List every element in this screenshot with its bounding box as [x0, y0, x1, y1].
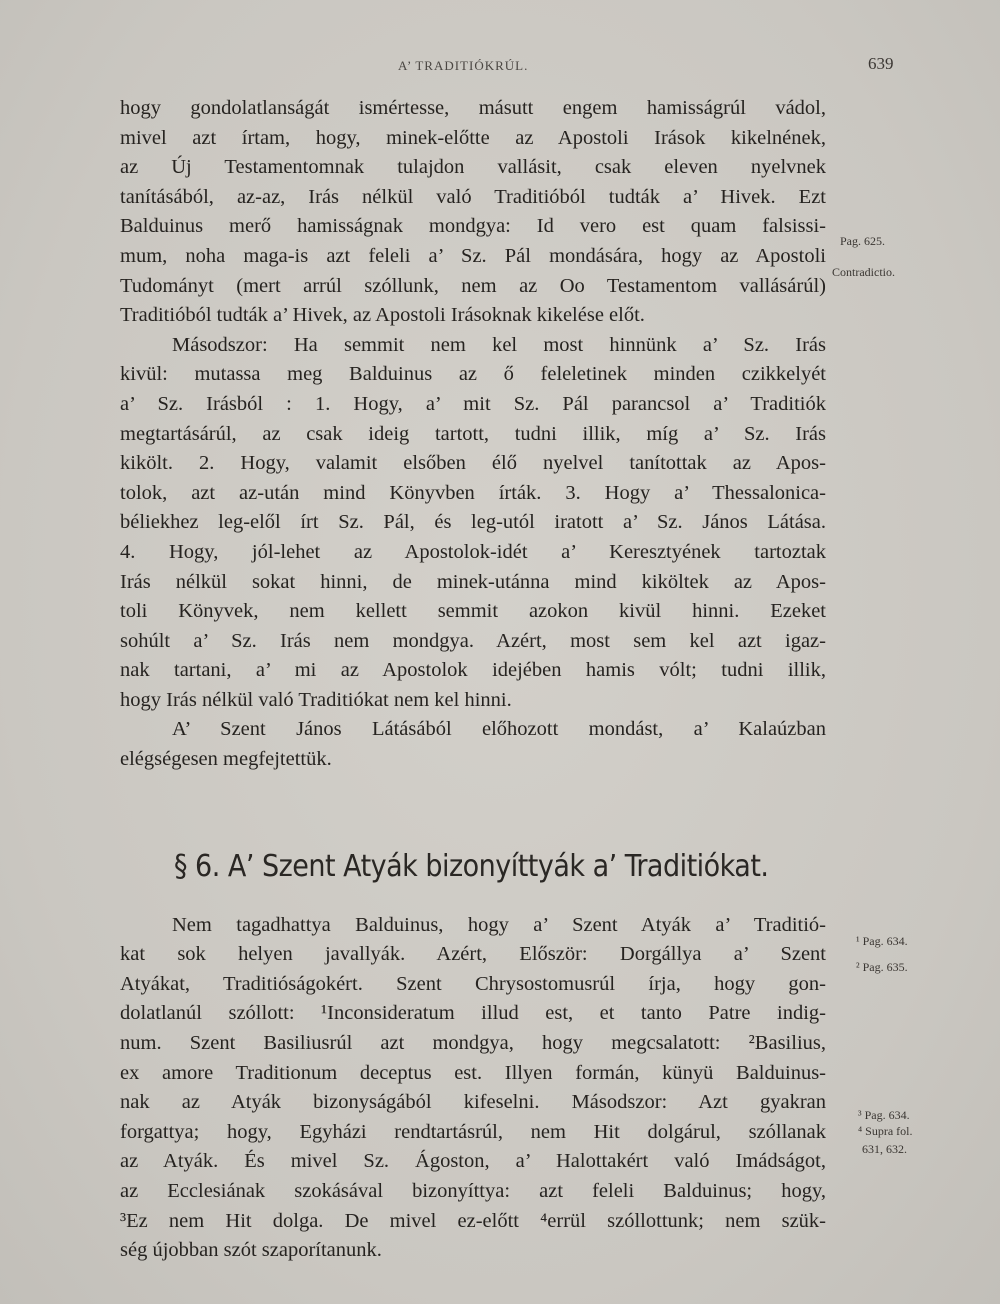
paragraph-block-2 — [120, 911, 826, 1266]
text-line: ség újobban szót szaporítanunk. — [120, 1239, 382, 1262]
text-line: béliekhez leg-elől írt Sz. Pál, és leg-utól iratott a’ Sz. János Látása. — [120, 511, 826, 534]
text-line: sohúlt a’ Sz. Irás nem mondgya. Azért, most sem kel azt igaz- — [120, 629, 826, 652]
text-line: num. Szent Basiliusrúl azt mondgya, hogy megcsalatott: ²Basilius, — [120, 1032, 826, 1055]
text-line: Atyákat, Traditióságokért. Szent Chrysostomusrúl írja, hogy gon- — [120, 972, 826, 995]
text-line: A’ Szent János Látásából előhozott mondást, a’ Kalaúzban — [172, 718, 826, 741]
section-heading: § 6. A’ Szent Atyák bizonyíttyák a’ Traditiókat. — [174, 848, 769, 884]
text-line: kat sok helyen javallyák. Azért, Először: Dorgállya a’ Szent — [120, 943, 826, 966]
text-line: az Atyák. És mivel Sz. Ágoston, a’ Halottakért való Imádságot, — [120, 1150, 826, 1173]
text-line: kikölt. 2. Hogy, valamit elsőben élő nyelvel tanítottak az Apos- — [120, 452, 826, 475]
text-line: megtartásárúl, az csak ideig tartott, tudni illik, míg a’ Sz. Irás — [120, 422, 826, 445]
text-line: dolatlanúl szóllott: ¹Inconsideratum illud est, et tanto Patre indig- — [120, 1002, 826, 1025]
text-line: elégségesen megfejtettük. — [120, 748, 332, 771]
margin-note-1: ¹ Pag. 634. — [856, 934, 908, 948]
text-line: ex amore Traditionum deceptus est. Illyen formán, künyü Balduinus- — [120, 1061, 826, 1084]
text-line: az Új Testamentomnak tulajdon vallásit, csak eleven nyelvnek — [120, 156, 826, 179]
text-line: Másodszor: Ha semmit nem kel most hinnünk a’ Sz. Irás — [172, 333, 826, 356]
text-line: forgattya; hogy, Egyházi rendtartásrúl, nem Hit dolgárul, szóllanak — [120, 1120, 826, 1143]
text-line: a’ Sz. Irásból : 1. Hogy, a’ mit Sz. Pál parancsol a’ Traditiók — [120, 392, 826, 415]
text-line: tolok, azt az-után mind Könyvben írták. 3. Hogy a’ Thessalonica- — [120, 481, 826, 504]
page-number: 639 — [868, 54, 894, 73]
text-line: nak az Atyák bizonyságából kifeselni. Másodszor: Azt gyakran — [120, 1091, 826, 1114]
text-line: Balduinus merő hamisságnak mondgya: Id vero est quam falsissi- — [120, 215, 826, 238]
page-header — [0, 54, 1000, 86]
text-line: Irás nélkül sokat hinni, de minek-utánna mind kiköltek az Apos- — [120, 570, 826, 593]
text-line: ³Ez nem Hit dolga. De mivel ez-előtt ⁴errül szóllottunk; nem szük- — [120, 1209, 826, 1232]
running-head: A’ TRADITIÓKRÚL. — [398, 58, 529, 73]
text-line: Tudományt (mert arrúl szóllunk, nem az Oo Testamentom vallásárúl) — [120, 274, 826, 297]
text-line: kivül: mutassa meg Balduinus az ő feleletinek minden czikkelyét — [120, 363, 826, 386]
text-line: 4. Hogy, jól-lehet az Apostolok-idét a’ Keresztyének tartoztak — [120, 540, 826, 563]
paragraph-block-1 — [120, 94, 826, 775]
margin-note-4: ⁴ Supra fol. — [858, 1124, 913, 1138]
text-line: Nem tagadhattya Balduinus, hogy a’ Szent Atyák a’ Traditió- — [172, 913, 826, 936]
text-line: Traditióból tudták a’ Hivek, az Apostoli Irásoknak kikelése előt. — [120, 304, 645, 327]
section-spacer — [120, 775, 826, 835]
margin-note-2: ² Pag. 635. — [856, 960, 908, 974]
text-line: tanításából, az-az, Irás nélkül való Traditióból tudták a’ Hivek. Ezt — [120, 185, 826, 208]
text-line: toli Könyvek, nem kellett semmit azokon kivül hinni. Ezeket — [120, 600, 826, 623]
margin-note-contradictio: Contradictio. — [832, 265, 895, 279]
margin-note-4b: 631, 632. — [862, 1142, 907, 1156]
text-line: nak tartani, a’ mi az Apostolok idejében hamis vólt; tudni illik, — [120, 659, 826, 682]
text-line: hogy Irás nélkül való Traditiókat nem kel hinni. — [120, 688, 512, 711]
main-text — [120, 94, 826, 1266]
text-line: az Ecclesiának szokásával bizonyíttya: azt feleli Balduinus; hogy, — [120, 1180, 826, 1202]
text-line: hogy gondolatlanságát ismértesse, másutt engem hamisságrúl vádol, — [120, 97, 826, 119]
margin-note-3: ³ Pag. 634. — [858, 1108, 910, 1122]
margin-note-pag-625: Pag. 625. — [840, 234, 885, 248]
text-line: mum, noha maga-is azt feleli a’ Sz. Pál mondására, hogy az Apostoli — [120, 244, 826, 267]
text-line: mivel azt írtam, hogy, minek-előtte az Apostoli Irások kikelnének, — [120, 126, 826, 149]
